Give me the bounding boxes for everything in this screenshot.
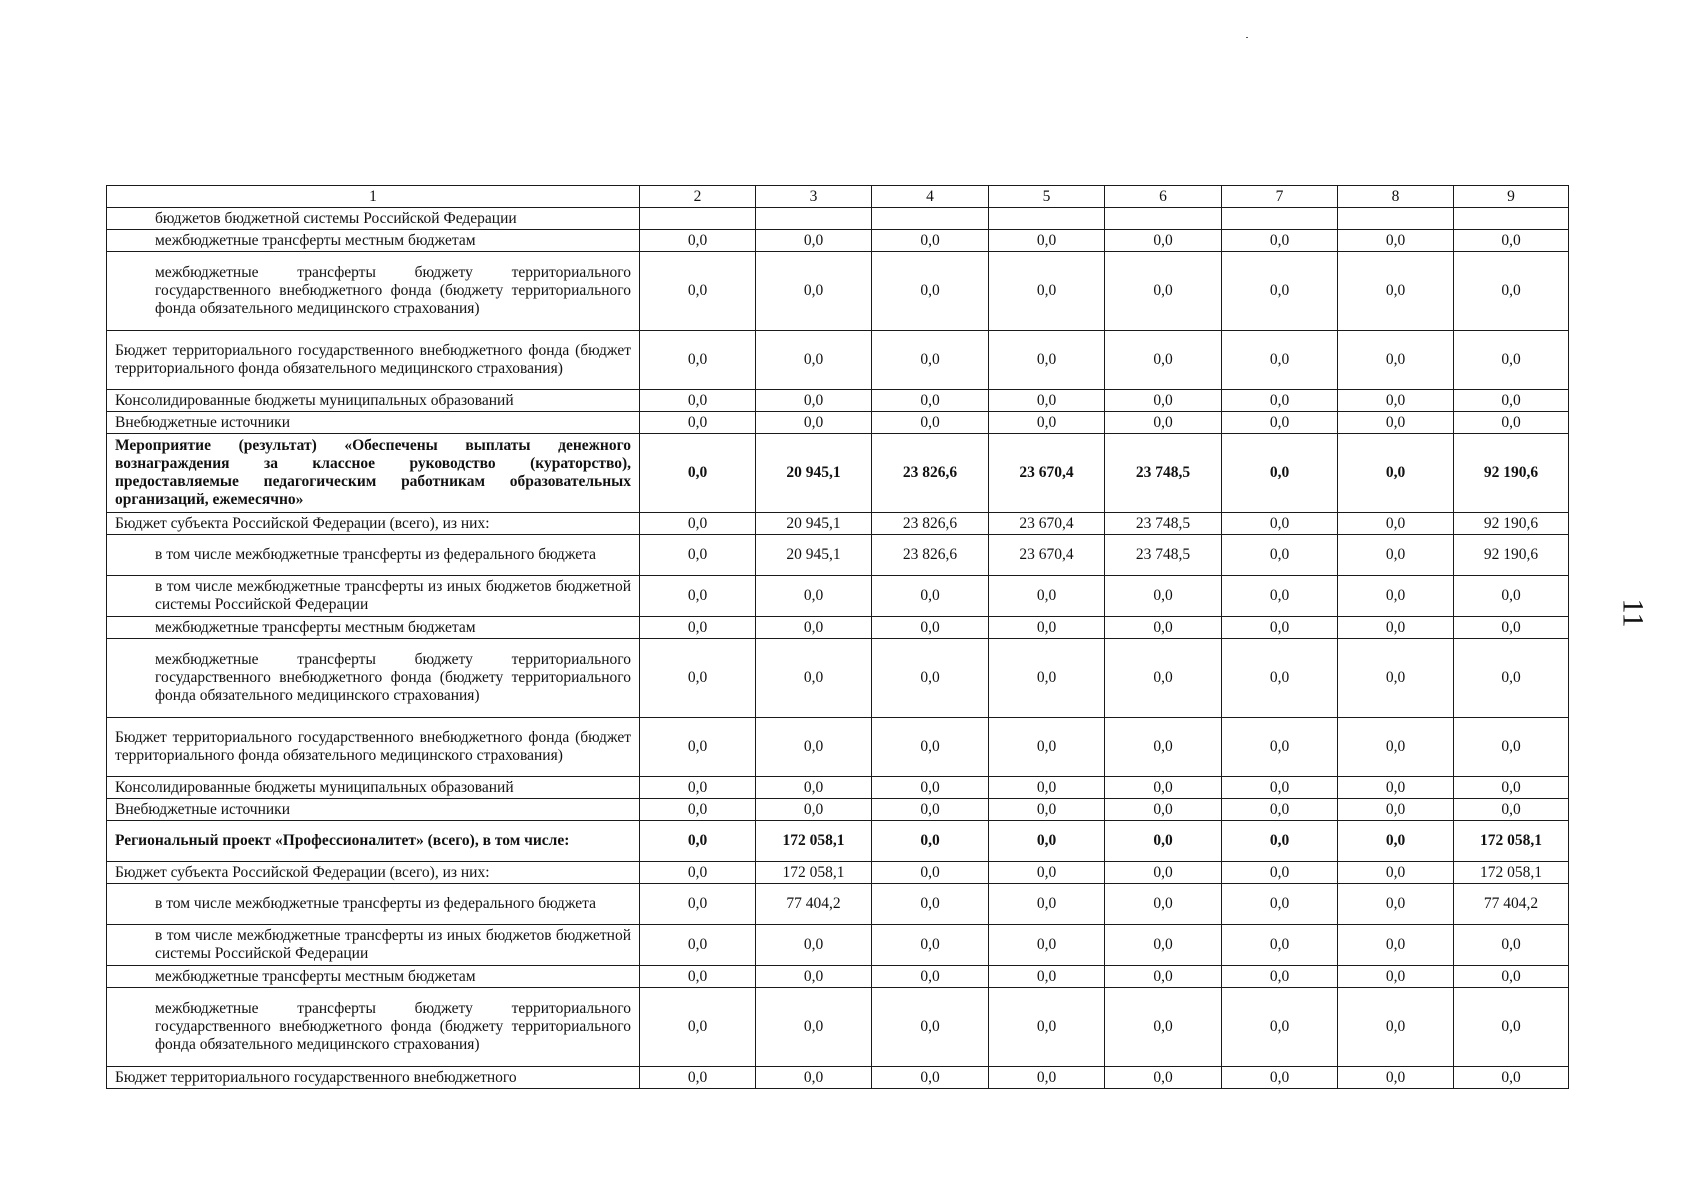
col-header-4: 4 <box>872 186 989 208</box>
cell-col-7 <box>1222 208 1338 230</box>
cell-col-6: 0,0 <box>1105 862 1222 884</box>
table-row <box>107 535 1569 576</box>
table-row <box>107 862 1569 884</box>
cell-col-4: 0,0 <box>872 390 989 412</box>
cell-col-6: 0,0 <box>1105 988 1222 1067</box>
cell-col-2: 0,0 <box>640 252 756 331</box>
cell-col-9: 0,0 <box>1454 966 1569 988</box>
cell-col-7: 0,0 <box>1222 639 1338 718</box>
cell-col-4: 0,0 <box>872 862 989 884</box>
cell-col-9: 77 404,2 <box>1454 884 1569 925</box>
table-row <box>107 390 1569 412</box>
cell-col-2: 0,0 <box>640 639 756 718</box>
row-label: межбюджетные трансферты местным бюджетам <box>107 966 640 988</box>
table-row <box>107 718 1569 777</box>
cell-col-8: 0,0 <box>1338 988 1454 1067</box>
cell-col-5: 23 670,4 <box>989 513 1105 535</box>
header-row <box>107 186 1569 208</box>
row-label: Внебюджетные источники <box>107 799 640 821</box>
cell-col-6: 0,0 <box>1105 639 1222 718</box>
cell-col-2 <box>640 208 756 230</box>
cell-col-8: 0,0 <box>1338 331 1454 390</box>
table-row <box>107 821 1569 862</box>
cell-col-9: 172 058,1 <box>1454 862 1569 884</box>
cell-col-3: 20 945,1 <box>756 535 872 576</box>
cell-col-8: 0,0 <box>1338 777 1454 799</box>
cell-col-7: 0,0 <box>1222 988 1338 1067</box>
cell-col-3: 0,0 <box>756 331 872 390</box>
cell-col-3: 20 945,1 <box>756 434 872 513</box>
cell-col-9: 0,0 <box>1454 1067 1569 1089</box>
cell-col-2: 0,0 <box>640 966 756 988</box>
cell-col-8: 0,0 <box>1338 513 1454 535</box>
cell-col-7: 0,0 <box>1222 412 1338 434</box>
cell-col-7: 0,0 <box>1222 884 1338 925</box>
row-label: Региональный проект «Профессионалитет» (всего), в том числе: <box>107 821 640 862</box>
cell-col-5: 0,0 <box>989 988 1105 1067</box>
row-label: межбюджетные трансферты бюджету территориального государственного внебюджетного фонда (бюджету территориального фонда обязательного медицинского страхования) <box>107 639 640 718</box>
cell-col-8: 0,0 <box>1338 925 1454 966</box>
cell-col-4: 23 826,6 <box>872 535 989 576</box>
cell-col-3: 0,0 <box>756 230 872 252</box>
cell-col-5: 0,0 <box>989 252 1105 331</box>
cell-col-6: 0,0 <box>1105 1067 1222 1089</box>
cell-col-9: 172 058,1 <box>1454 821 1569 862</box>
cell-col-5: 0,0 <box>989 799 1105 821</box>
col-header-3: 3 <box>756 186 872 208</box>
col-header-1: 1 <box>107 186 640 208</box>
cell-col-2: 0,0 <box>640 988 756 1067</box>
cell-col-2: 0,0 <box>640 884 756 925</box>
cell-col-3: 0,0 <box>756 390 872 412</box>
table-row <box>107 1067 1569 1089</box>
cell-col-8: 0,0 <box>1338 412 1454 434</box>
cell-col-3: 172 058,1 <box>756 862 872 884</box>
cell-col-7: 0,0 <box>1222 718 1338 777</box>
cell-col-3: 0,0 <box>756 966 872 988</box>
cell-col-2: 0,0 <box>640 1067 756 1089</box>
cell-col-5: 0,0 <box>989 331 1105 390</box>
cell-col-4: 0,0 <box>872 821 989 862</box>
cell-col-8: 0,0 <box>1338 718 1454 777</box>
cell-col-9: 0,0 <box>1454 777 1569 799</box>
cell-col-8: 0,0 <box>1338 821 1454 862</box>
cell-col-5: 0,0 <box>989 230 1105 252</box>
cell-col-6: 0,0 <box>1105 617 1222 639</box>
cell-col-9: 92 190,6 <box>1454 513 1569 535</box>
cell-col-7: 0,0 <box>1222 862 1338 884</box>
cell-col-4: 23 826,6 <box>872 513 989 535</box>
cell-col-2: 0,0 <box>640 862 756 884</box>
cell-col-3: 77 404,2 <box>756 884 872 925</box>
cell-col-2: 0,0 <box>640 434 756 513</box>
cell-col-6 <box>1105 208 1222 230</box>
row-label: Бюджет территориального государственного внебюджетного фонда (бюджет территориального фонда обязательного медицинского страхования) <box>107 718 640 777</box>
row-label: Мероприятие (результат) «Обеспечены выплаты денежного вознаграждения за классное руководство (кураторство), предоставляемые педагогическим работникам образовательных организаций, ежемесячно» <box>107 434 640 513</box>
table-row <box>107 208 1569 230</box>
cell-col-5: 0,0 <box>989 1067 1105 1089</box>
cell-col-2: 0,0 <box>640 777 756 799</box>
cell-col-7: 0,0 <box>1222 777 1338 799</box>
cell-col-4: 0,0 <box>872 988 989 1067</box>
cell-col-4: 0,0 <box>872 1067 989 1089</box>
cell-col-8: 0,0 <box>1338 862 1454 884</box>
row-label: Бюджет субъекта Российской Федерации (всего), из них: <box>107 862 640 884</box>
cell-col-6: 0,0 <box>1105 576 1222 617</box>
cell-col-9: 0,0 <box>1454 718 1569 777</box>
cell-col-7: 0,0 <box>1222 576 1338 617</box>
cell-col-6: 23 748,5 <box>1105 513 1222 535</box>
table-row <box>107 576 1569 617</box>
cell-col-4: 0,0 <box>872 799 989 821</box>
cell-col-4: 0,0 <box>872 617 989 639</box>
row-label: межбюджетные трансферты местным бюджетам <box>107 617 640 639</box>
cell-col-6: 0,0 <box>1105 230 1222 252</box>
cell-col-6: 0,0 <box>1105 799 1222 821</box>
cell-col-6: 0,0 <box>1105 331 1222 390</box>
cell-col-6: 0,0 <box>1105 412 1222 434</box>
cell-col-4: 0,0 <box>872 576 989 617</box>
cell-col-2: 0,0 <box>640 925 756 966</box>
row-label: межбюджетные трансферты бюджету территориального государственного внебюджетного фонда (бюджету территориального фонда обязательного медицинского страхования) <box>107 252 640 331</box>
cell-col-8: 0,0 <box>1338 1067 1454 1089</box>
table-row <box>107 331 1569 390</box>
cell-col-4: 0,0 <box>872 925 989 966</box>
cell-col-9: 0,0 <box>1454 925 1569 966</box>
cell-col-4: 23 826,6 <box>872 434 989 513</box>
cell-col-6: 0,0 <box>1105 718 1222 777</box>
cell-col-8: 0,0 <box>1338 434 1454 513</box>
cell-col-7: 0,0 <box>1222 821 1338 862</box>
cell-col-8: 0,0 <box>1338 966 1454 988</box>
cell-col-3: 0,0 <box>756 718 872 777</box>
cell-col-8: 0,0 <box>1338 799 1454 821</box>
cell-col-4: 0,0 <box>872 230 989 252</box>
cell-col-5: 0,0 <box>989 821 1105 862</box>
cell-col-6: 23 748,5 <box>1105 434 1222 513</box>
col-header-9: 9 <box>1454 186 1569 208</box>
cell-col-2: 0,0 <box>640 821 756 862</box>
cell-col-5: 0,0 <box>989 412 1105 434</box>
cell-col-4: 0,0 <box>872 718 989 777</box>
cell-col-5: 0,0 <box>989 925 1105 966</box>
cell-col-8: 0,0 <box>1338 535 1454 576</box>
cell-col-3: 0,0 <box>756 252 872 331</box>
row-label: в том числе межбюджетные трансферты из федерального бюджета <box>107 884 640 925</box>
cell-col-5: 0,0 <box>989 884 1105 925</box>
cell-col-2: 0,0 <box>640 390 756 412</box>
col-header-8: 8 <box>1338 186 1454 208</box>
cell-col-5: 0,0 <box>989 617 1105 639</box>
cell-col-7: 0,0 <box>1222 434 1338 513</box>
table-row <box>107 230 1569 252</box>
cell-col-3: 0,0 <box>756 639 872 718</box>
cell-col-8: 0,0 <box>1338 252 1454 331</box>
cell-col-7: 0,0 <box>1222 513 1338 535</box>
cell-col-6: 23 748,5 <box>1105 535 1222 576</box>
row-label: бюджетов бюджетной системы Российской Федерации <box>107 208 640 230</box>
cell-col-5: 0,0 <box>989 862 1105 884</box>
cell-col-6: 0,0 <box>1105 390 1222 412</box>
cell-col-3: 0,0 <box>756 777 872 799</box>
cell-col-2: 0,0 <box>640 513 756 535</box>
table-row <box>107 617 1569 639</box>
cell-col-5: 0,0 <box>989 390 1105 412</box>
cell-col-4: 0,0 <box>872 639 989 718</box>
cell-col-3: 0,0 <box>756 412 872 434</box>
row-label: Внебюджетные источники <box>107 412 640 434</box>
row-label: Бюджет территориального государственного внебюджетного фонда (бюджет территориального фонда обязательного медицинского страхования) <box>107 331 640 390</box>
cell-col-2: 0,0 <box>640 331 756 390</box>
cell-col-7: 0,0 <box>1222 535 1338 576</box>
cell-col-7: 0,0 <box>1222 966 1338 988</box>
cell-col-5: 23 670,4 <box>989 434 1105 513</box>
cell-col-9: 0,0 <box>1454 390 1569 412</box>
col-header-5: 5 <box>989 186 1105 208</box>
cell-col-8: 0,0 <box>1338 576 1454 617</box>
col-header-2: 2 <box>640 186 756 208</box>
cell-col-3 <box>756 208 872 230</box>
cell-col-9: 0,0 <box>1454 799 1569 821</box>
cell-col-2: 0,0 <box>640 799 756 821</box>
cell-col-4: 0,0 <box>872 412 989 434</box>
cell-col-4: 0,0 <box>872 252 989 331</box>
cell-col-8: 0,0 <box>1338 230 1454 252</box>
table-row <box>107 799 1569 821</box>
table-row <box>107 966 1569 988</box>
page-number: 11 <box>1616 598 1650 628</box>
table-row <box>107 434 1569 513</box>
cell-col-5 <box>989 208 1105 230</box>
cell-col-6: 0,0 <box>1105 925 1222 966</box>
row-label: в том числе межбюджетные трансферты из иных бюджетов бюджетной системы Российской Федерации <box>107 576 640 617</box>
cell-col-9: 0,0 <box>1454 576 1569 617</box>
cell-col-3: 0,0 <box>756 988 872 1067</box>
row-label: в том числе межбюджетные трансферты из федерального бюджета <box>107 535 640 576</box>
cell-col-7: 0,0 <box>1222 331 1338 390</box>
row-label: межбюджетные трансферты бюджету территориального государственного внебюджетного фонда (бюджету территориального фонда обязательного медицинского страхования) <box>107 988 640 1067</box>
row-label: в том числе межбюджетные трансферты из иных бюджетов бюджетной системы Российской Федерации <box>107 925 640 966</box>
cell-col-7: 0,0 <box>1222 799 1338 821</box>
cell-col-9: 92 190,6 <box>1454 434 1569 513</box>
cell-col-4: 0,0 <box>872 331 989 390</box>
table-row <box>107 884 1569 925</box>
cell-col-5: 23 670,4 <box>989 535 1105 576</box>
cell-col-9: 0,0 <box>1454 252 1569 331</box>
cell-col-2: 0,0 <box>640 576 756 617</box>
cell-col-9: 92 190,6 <box>1454 535 1569 576</box>
cell-col-3: 0,0 <box>756 799 872 821</box>
row-label: Бюджет субъекта Российской Федерации (всего), из них: <box>107 513 640 535</box>
cell-col-8 <box>1338 208 1454 230</box>
table-row <box>107 777 1569 799</box>
cell-col-3: 20 945,1 <box>756 513 872 535</box>
cell-col-6: 0,0 <box>1105 884 1222 925</box>
cell-col-9 <box>1454 208 1569 230</box>
table-row <box>107 252 1569 331</box>
cell-col-9: 0,0 <box>1454 639 1569 718</box>
row-label: межбюджетные трансферты местным бюджетам <box>107 230 640 252</box>
cell-col-9: 0,0 <box>1454 988 1569 1067</box>
cell-col-2: 0,0 <box>640 718 756 777</box>
cell-col-6: 0,0 <box>1105 252 1222 331</box>
table-row <box>107 412 1569 434</box>
cell-col-6: 0,0 <box>1105 777 1222 799</box>
cell-col-6: 0,0 <box>1105 966 1222 988</box>
cell-col-7: 0,0 <box>1222 230 1338 252</box>
cell-col-3: 0,0 <box>756 576 872 617</box>
cell-col-2: 0,0 <box>640 617 756 639</box>
cell-col-7: 0,0 <box>1222 617 1338 639</box>
cell-col-4 <box>872 208 989 230</box>
table-row <box>107 988 1569 1067</box>
cell-col-3: 0,0 <box>756 617 872 639</box>
col-header-7: 7 <box>1222 186 1338 208</box>
cell-col-5: 0,0 <box>989 639 1105 718</box>
col-header-6: 6 <box>1105 186 1222 208</box>
scan-speck <box>1246 37 1248 38</box>
cell-col-7: 0,0 <box>1222 252 1338 331</box>
table-row <box>107 925 1569 966</box>
cell-col-7: 0,0 <box>1222 1067 1338 1089</box>
cell-col-4: 0,0 <box>872 884 989 925</box>
cell-col-7: 0,0 <box>1222 925 1338 966</box>
cell-col-9: 0,0 <box>1454 230 1569 252</box>
cell-col-8: 0,0 <box>1338 639 1454 718</box>
row-label: Консолидированные бюджеты муниципальных образований <box>107 390 640 412</box>
cell-col-6: 0,0 <box>1105 821 1222 862</box>
cell-col-2: 0,0 <box>640 230 756 252</box>
cell-col-3: 0,0 <box>756 925 872 966</box>
cell-col-9: 0,0 <box>1454 412 1569 434</box>
table-row <box>107 513 1569 535</box>
cell-col-2: 0,0 <box>640 535 756 576</box>
cell-col-8: 0,0 <box>1338 884 1454 925</box>
row-label: Консолидированные бюджеты муниципальных образований <box>107 777 640 799</box>
cell-col-3: 172 058,1 <box>756 821 872 862</box>
cell-col-9: 0,0 <box>1454 617 1569 639</box>
cell-col-4: 0,0 <box>872 966 989 988</box>
cell-col-8: 0,0 <box>1338 390 1454 412</box>
table-row <box>107 639 1569 718</box>
cell-col-5: 0,0 <box>989 576 1105 617</box>
row-label: Бюджет территориального государственного внебюджетного <box>107 1067 640 1089</box>
cell-col-2: 0,0 <box>640 412 756 434</box>
cell-col-9: 0,0 <box>1454 331 1569 390</box>
budget-table <box>106 185 1569 1089</box>
cell-col-5: 0,0 <box>989 966 1105 988</box>
cell-col-7: 0,0 <box>1222 390 1338 412</box>
cell-col-4: 0,0 <box>872 777 989 799</box>
cell-col-5: 0,0 <box>989 777 1105 799</box>
cell-col-5: 0,0 <box>989 718 1105 777</box>
cell-col-8: 0,0 <box>1338 617 1454 639</box>
cell-col-3: 0,0 <box>756 1067 872 1089</box>
